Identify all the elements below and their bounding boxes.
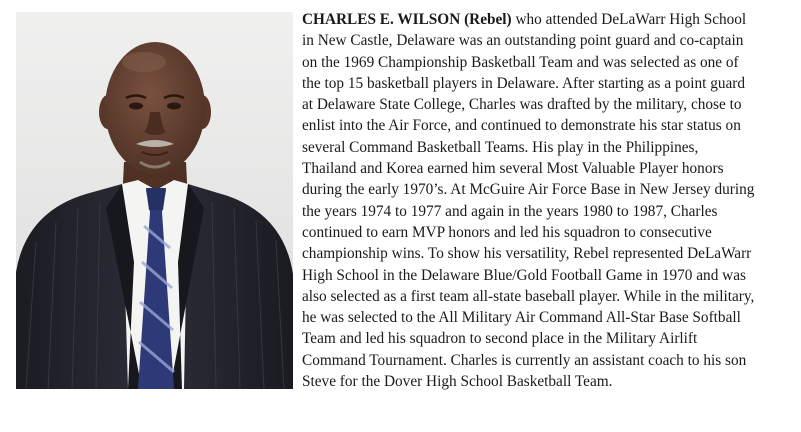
bio-text-line: enlist into the Air Force, and continued to demonstrate his star status on [302, 117, 741, 135]
bio-text-line: the top 15 basketball players in Delaware. After starting as a point guard [302, 74, 746, 92]
bio-text-line: in New Castle, Delaware was an outstanding point guard and co-captain [302, 32, 744, 50]
bio-text-line: Command Tournament. Charles is currently an assistant coach to his son [302, 351, 747, 369]
bio-text-line: also selected as a first team all-state baseball player. While in the military, [302, 287, 755, 305]
bio-text-line: the years 1974 to 1977 and again in the years 1980 to 1987, Charles [302, 202, 718, 220]
bio-text-line: several Command Basketball Teams. His play in the Philippines, [302, 138, 699, 156]
bio-line-1 [302, 9, 790, 30]
bio-text-line: Team and led his squadron to second place in the Military Airlift [302, 330, 698, 348]
bio-text-line: Thailand and Korea earned him several Most Valuable Player honors [302, 160, 724, 178]
portrait-photo [16, 12, 293, 389]
bio-text-line: on the 1969 Championship Basketball Team and was selected as one of [302, 53, 739, 71]
bio-text-line: continued to earn MVP honors and led his squadron to consecutive [302, 223, 712, 241]
bio-text-line: Steve for the Dover High School Basketball Team. [302, 373, 613, 391]
bio-text-line: during the early 1970’s. At McGuire Air Force Base in New Jersey during [302, 181, 755, 199]
bio-text-line: who attended DeLaWarr High School [511, 11, 747, 28]
bio-text-line: High School in the Delaware Blue/Gold Football Game in 1970 and was [302, 266, 746, 284]
bio-text-line: championship wins. To show his versatility, Rebel represented DeLaWarr [302, 245, 752, 263]
person-name: CHARLES E. WILSON (Rebel) [302, 11, 512, 28]
bio-text-line: he was selected to the All Military Air Command All-Star Base Softball [302, 309, 741, 327]
bio-text-line: at Delaware State College, Charles was drafted by the military, chose to [302, 96, 742, 114]
bio-paragraph [302, 9, 790, 392]
